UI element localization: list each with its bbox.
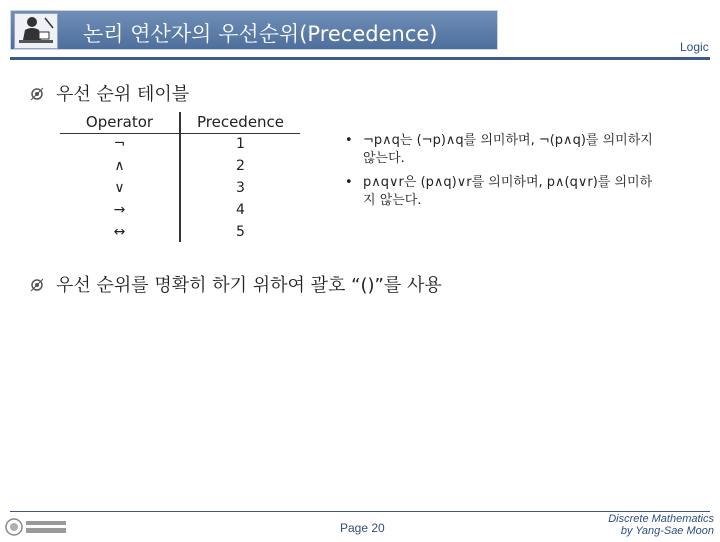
operator-or: ∨ [114,180,125,196]
precedence-value: 2 [236,158,245,174]
section-heading-table: 우선 순위 테이블 [56,84,190,105]
bullet-dot: • [345,175,353,190]
column-divider-line [179,112,181,242]
university-logo [4,516,70,538]
course-name: Discrete Mathematics [608,513,714,525]
bullet-icon [30,86,44,100]
course-author: by Yang-Sae Moon [620,525,714,537]
person-at-desk-icon [14,13,58,49]
operator-and: ∧ [114,158,125,174]
note-text: ¬p∧q는 (¬p)∧q를 의미하며, ¬(p∧q)를 의미하지 않는다. [363,133,653,166]
page-number: Page 20 [340,521,385,535]
precedence-value: 4 [236,202,245,218]
section-heading-parentheses: 우선 순위를 명확히 하기 위하여 괄호 “()”를 사용 [56,275,442,296]
operator-iff: ↔ [113,224,126,240]
footer-divider [10,511,710,512]
column-header-precedence: Precedence [196,113,285,131]
note-text: p∧q∨r은 (p∧q)∨r를 의미하며, p∧(q∨r)를 의미하지 않는다. [363,175,653,208]
operator-implies: → [113,202,126,218]
bullet-icon [30,277,44,291]
page-title: 논리 연산자의 우선순위(Precedence) [83,22,438,46]
precedence-value: 5 [236,224,245,240]
operator-not: ¬ [113,136,126,152]
title-banner [10,10,498,50]
precedence-table [60,112,300,242]
column-header-operator: Operator [85,113,154,131]
section-tag: Logic [680,40,709,54]
precedence-value: 1 [236,136,245,152]
bullet-dot: • [345,133,353,148]
precedence-value: 3 [236,180,245,196]
course-credit [560,513,714,537]
header-divider [10,57,710,60]
